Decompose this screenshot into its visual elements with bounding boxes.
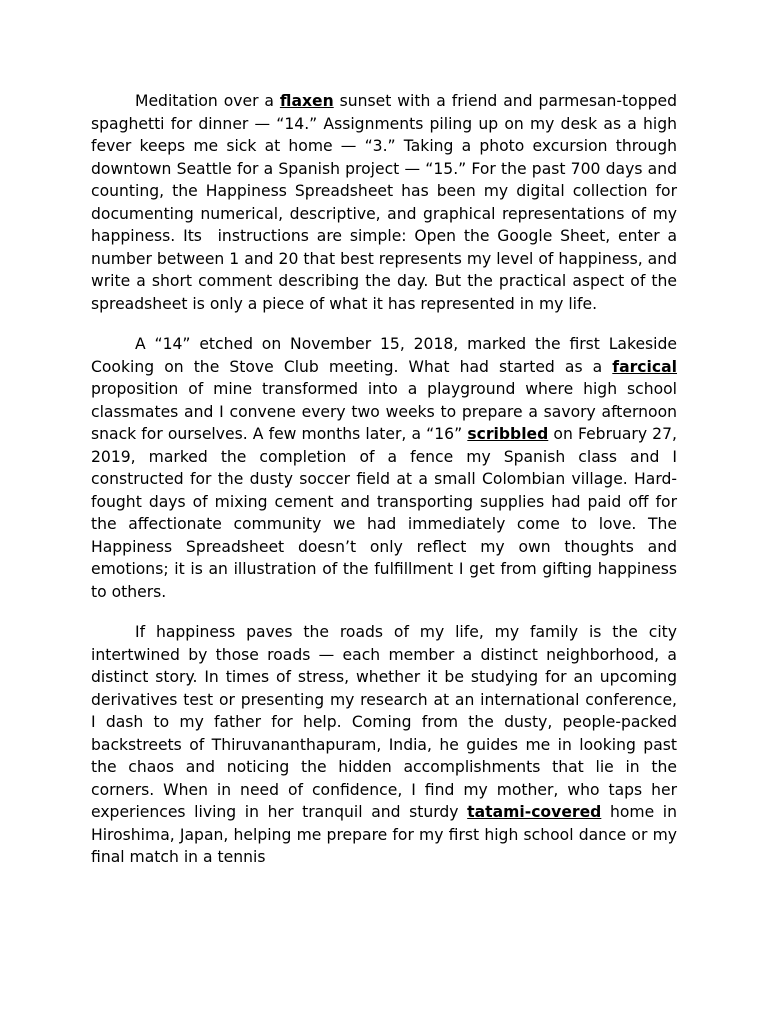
text-run: sunset with a friend and parmesan-topped spaghetti for dinner — “14.” Assignments piling up on my desk as a high fever keeps me sick at home — “3.” Taking a photo excursion through downtown Seattle for a Spanish project — “15.” For the past 700 days and counting, the Happiness Spreadsheet has been my digital collection for documenting numerical, descriptive, and graphical representations of my happiness. Its instructions are simple: Open the Google Sheet, enter a number between 1 and 20 that best represents my level of happiness, and write a short comment describing the day. But the practical aspect of the spreadsheet is only a piece of what it has represented in my life. bbox=[91, 92, 682, 313]
vocab-word: farcical bbox=[612, 357, 677, 376]
essay-body bbox=[91, 90, 682, 887]
text-run: A “14” etched on November 15, 2018, marked the first Lakeside Cooking on the Stove Club meeting. What had started as a bbox=[91, 335, 682, 376]
vocab-word: scribbled bbox=[467, 425, 549, 443]
paragraph bbox=[91, 90, 682, 315]
text-run: home in Hiroshima, Japan, helping me prepare for my first high school dance or my final match in a tennis bbox=[91, 803, 682, 866]
paragraph bbox=[91, 621, 682, 869]
text-run: If happiness paves the roads of my life, my family is the city intertwined by those roads — each member a distinct neighborhood, a distinct story. In times of stress, whether it be studying for an upcoming derivatives test or presenting my research at an international conference, I dash to my father for help. Coming from the dusty, people-packed backstreets of Thiruvananthapuram, India, he guides me in looking past the chaos and noticing the hidden accomplishments that lie in the corners. When in need of confidence, I find my mother, who taps her experiences living in her tranquil and sturdy bbox=[91, 623, 682, 821]
vocab-word: flaxen bbox=[279, 92, 334, 110]
paragraph bbox=[91, 333, 682, 603]
text-run: Meditation over a bbox=[135, 92, 280, 110]
text-run: proposition of mine transformed into a playground where high school classmates and I convene every two weeks to prepare a savory afternoon snack for ourselves. A few months later, a “16” bbox=[91, 357, 682, 443]
text-run: on February 27, 2019, marked the completion of a fence my Spanish class and I constructed for the dusty soccer field at a small Colombian village. Hard-fought days of mixing cement and transporting supplies had paid off for the affectionate community we had immediately come to love. The Happiness Spreadsheet doesn’t only reflect my own thoughts and emotions; it is an illustration of the fulfillment I get from gifting happiness to others. bbox=[91, 425, 682, 601]
vocab-word: tatami-covered bbox=[467, 803, 602, 821]
